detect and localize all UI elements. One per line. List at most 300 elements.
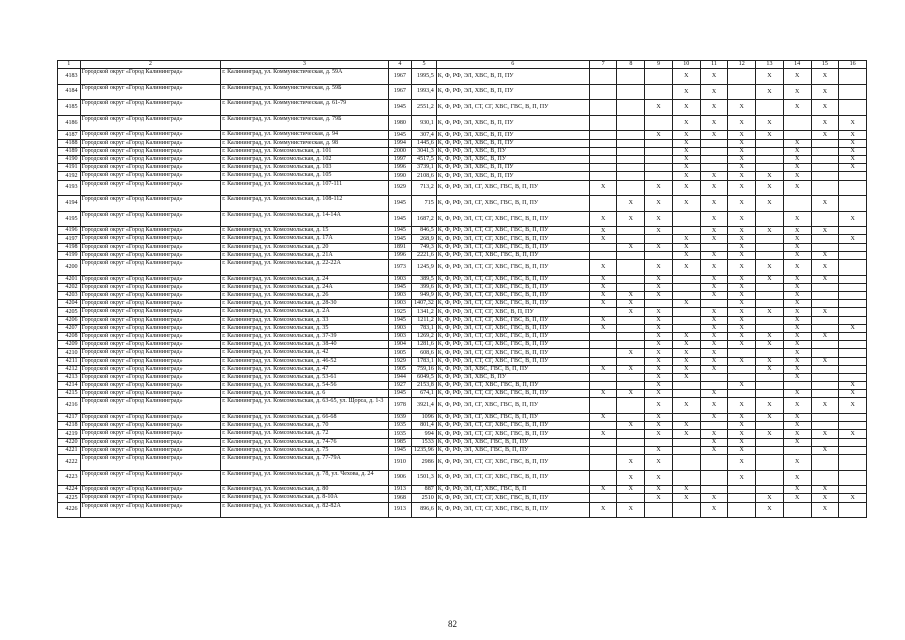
- mark-cell: X: [756, 430, 784, 438]
- mark-cell: [672, 470, 700, 486]
- mark-cell: X: [783, 227, 811, 235]
- services-cell: К, Ф, РФ, ЭЛ, СТ, СГ, ХВС, ГВС, В, П, ПУ: [436, 430, 589, 438]
- row-number: 4225: [58, 494, 81, 502]
- mark-cell: X: [589, 300, 617, 308]
- owner-cell: Городской округ «Город Калининград»: [80, 283, 221, 291]
- address-cell: г. Калининград, ул. Комсомольская, д. 15: [221, 227, 388, 235]
- owner-cell: Городской округ «Город Калининград»: [80, 164, 221, 172]
- mark-cell: [811, 454, 839, 470]
- mark-cell: [783, 131, 811, 139]
- year-cell: 1997: [388, 155, 412, 163]
- area-cell: 399,6: [412, 283, 437, 291]
- column-number: 10: [672, 61, 700, 69]
- address-cell: г. Калининград, ул. Комсомольская, д. 24А: [221, 283, 388, 291]
- table-row: [58, 155, 867, 163]
- mark-cell: X: [672, 235, 700, 243]
- mark-cell: X: [728, 227, 756, 235]
- mark-cell: [589, 196, 617, 212]
- address-cell: г. Калининград, ул. Комсомольская, д. 35: [221, 324, 388, 332]
- mark-cell: X: [645, 446, 673, 454]
- mark-cell: X: [700, 502, 728, 518]
- mark-cell: [811, 164, 839, 172]
- mark-cell: [645, 147, 673, 155]
- mark-cell: X: [783, 172, 811, 180]
- mark-cell: X: [728, 172, 756, 180]
- mark-cell: X: [645, 324, 673, 332]
- mark-cell: X: [783, 324, 811, 332]
- mark-cell: [756, 211, 784, 227]
- mark-cell: X: [811, 502, 839, 518]
- mark-cell: [811, 180, 839, 196]
- row-number: 4190: [58, 155, 81, 163]
- mark-cell: X: [645, 100, 673, 116]
- year-cell: 1903: [388, 332, 412, 340]
- year-cell: 1967: [388, 69, 412, 85]
- mark-cell: [756, 422, 784, 430]
- mark-cell: X: [645, 494, 673, 502]
- mark-cell: [617, 69, 645, 85]
- mark-cell: [672, 316, 700, 324]
- mark-cell: X: [728, 131, 756, 139]
- table-row: [58, 422, 867, 430]
- mark-cell: X: [728, 357, 756, 365]
- area-cell: 715: [412, 196, 437, 212]
- mark-cell: [589, 172, 617, 180]
- year-cell: 1945: [388, 316, 412, 324]
- mark-cell: X: [756, 308, 784, 316]
- mark-cell: [839, 422, 867, 430]
- address-cell: г. Калининград, ул. Коммунистическая, д. 61-79: [221, 100, 388, 116]
- mark-cell: X: [700, 283, 728, 291]
- mark-cell: [811, 438, 839, 446]
- mark-cell: X: [756, 131, 784, 139]
- owner-cell: Городской округ «Город Калининград»: [80, 275, 221, 283]
- year-cell: 1903: [388, 292, 412, 300]
- mark-cell: [617, 382, 645, 390]
- area-cell: 1211,2: [412, 316, 437, 324]
- mark-cell: [589, 139, 617, 147]
- area-cell: 949,9: [412, 292, 437, 300]
- mark-cell: X: [645, 382, 673, 390]
- mark-cell: [589, 446, 617, 454]
- mark-cell: [756, 100, 784, 116]
- mark-cell: X: [783, 438, 811, 446]
- mark-cell: [756, 446, 784, 454]
- mark-cell: [756, 324, 784, 332]
- mark-cell: X: [811, 308, 839, 316]
- mark-cell: X: [728, 164, 756, 172]
- mark-cell: X: [783, 100, 811, 116]
- mark-cell: [811, 172, 839, 180]
- row-number: 4188: [58, 139, 81, 147]
- mark-cell: X: [811, 251, 839, 259]
- mark-cell: X: [700, 390, 728, 398]
- mark-cell: [589, 438, 617, 446]
- mark-cell: [811, 243, 839, 251]
- services-cell: К, Ф, РФ, ЭЛ, СТ, ХВС, ГВС, В, П, ПУ: [436, 382, 589, 390]
- mark-cell: X: [783, 454, 811, 470]
- row-number: 4213: [58, 373, 81, 381]
- mark-cell: [783, 196, 811, 212]
- area-cell: 1245,9: [412, 260, 437, 276]
- services-cell: К, Ф, РФ, ЭЛ, СТ, СГ, ХВС, ГВС, В, П, ПУ: [436, 422, 589, 430]
- area-cell: 307,4: [412, 131, 437, 139]
- mark-cell: X: [589, 235, 617, 243]
- mark-cell: [617, 227, 645, 235]
- mark-cell: [645, 251, 673, 259]
- area-cell: 1501,3: [412, 470, 437, 486]
- registry-table: [57, 60, 867, 518]
- mark-cell: [756, 470, 784, 486]
- year-cell: 1945: [388, 100, 412, 116]
- year-cell: 1905: [388, 349, 412, 357]
- mark-cell: X: [645, 308, 673, 316]
- address-cell: г. Калининград, ул. Комсомольская, д. 103: [221, 164, 388, 172]
- address-cell: г. Калининград, ул. Комсомольская, д. 6: [221, 390, 388, 398]
- owner-cell: Городской округ «Город Калининград»: [80, 131, 221, 139]
- mark-cell: X: [811, 398, 839, 414]
- mark-cell: [728, 373, 756, 381]
- mark-cell: [589, 382, 617, 390]
- mark-cell: [672, 446, 700, 454]
- row-number: 4219: [58, 430, 81, 438]
- mark-cell: [756, 147, 784, 155]
- table-row: [58, 430, 867, 438]
- mark-cell: [756, 164, 784, 172]
- mark-cell: X: [756, 414, 784, 422]
- mark-cell: X: [728, 235, 756, 243]
- mark-cell: [672, 390, 700, 398]
- mark-cell: X: [728, 100, 756, 116]
- row-number: 4210: [58, 349, 81, 357]
- table-row: [58, 84, 867, 100]
- mark-cell: [839, 486, 867, 494]
- mark-cell: X: [589, 502, 617, 518]
- mark-cell: [839, 470, 867, 486]
- services-cell: К, Ф, РФ, ЭЛ, СТ, СГ, ХВС, ГВС, В, П, ПУ: [436, 235, 589, 243]
- mark-cell: [811, 139, 839, 147]
- mark-cell: X: [645, 398, 673, 414]
- mark-cell: X: [617, 243, 645, 251]
- owner-cell: Городской округ «Город Калининград»: [80, 446, 221, 454]
- area-cell: 3041,3: [412, 147, 437, 155]
- address-cell: г. Калининград, ул. Комсомольская, д. 72: [221, 430, 388, 438]
- mark-cell: X: [783, 470, 811, 486]
- mark-cell: X: [700, 365, 728, 373]
- mark-cell: [617, 430, 645, 438]
- mark-cell: [839, 196, 867, 212]
- row-number: 4184: [58, 84, 81, 100]
- mark-cell: X: [728, 139, 756, 147]
- owner-cell: Городской округ «Город Калининград»: [80, 390, 221, 398]
- year-cell: 1891: [388, 243, 412, 251]
- table-row: [58, 275, 867, 283]
- table-row: [58, 243, 867, 251]
- table-row: [58, 235, 867, 243]
- mark-cell: X: [672, 349, 700, 357]
- table-row: [58, 227, 867, 235]
- address-cell: г. Калининград, ул. Комсомольская, д. 108-112: [221, 196, 388, 212]
- mark-cell: [589, 454, 617, 470]
- mark-cell: X: [700, 211, 728, 227]
- mark-cell: [672, 414, 700, 422]
- mark-cell: X: [783, 349, 811, 357]
- mark-cell: [700, 373, 728, 381]
- owner-cell: Городской округ «Город Калининград»: [80, 243, 221, 251]
- table-row: [58, 115, 867, 131]
- mark-cell: [811, 324, 839, 332]
- area-cell: 2510: [412, 494, 437, 502]
- column-number: 1: [58, 61, 81, 69]
- address-cell: г. Калининград, ул. Комсомольская, д. 78, ул. Чехова, д. 24: [221, 470, 388, 486]
- mark-cell: [839, 308, 867, 316]
- table-row: [58, 382, 867, 390]
- area-cell: 2551,2: [412, 100, 437, 116]
- mark-cell: [756, 382, 784, 390]
- mark-cell: X: [700, 115, 728, 131]
- mark-cell: [589, 349, 617, 357]
- mark-cell: X: [645, 275, 673, 283]
- mark-cell: X: [728, 324, 756, 332]
- mark-cell: X: [783, 155, 811, 163]
- owner-cell: Городской округ «Город Калининград»: [80, 365, 221, 373]
- services-cell: К, Ф, РФ, ЭЛ, СТ, СГ, ХВС, ГВС, В, П, ПУ: [436, 227, 589, 235]
- mark-cell: [672, 502, 700, 518]
- owner-cell: Городской округ «Город Калининград»: [80, 300, 221, 308]
- mark-cell: X: [617, 390, 645, 398]
- table-row: [58, 196, 867, 212]
- owner-cell: Городской округ «Город Калининград»: [80, 438, 221, 446]
- row-number: 4218: [58, 422, 81, 430]
- mark-cell: [617, 235, 645, 243]
- services-cell: К, Ф, РФ, ЭЛ, СГ, ХВС, ГВС, В, П, ПУ: [436, 414, 589, 422]
- year-cell: 1935: [388, 422, 412, 430]
- mark-cell: X: [700, 275, 728, 283]
- mark-cell: [617, 180, 645, 196]
- row-number: 4224: [58, 486, 81, 494]
- mark-cell: X: [645, 341, 673, 349]
- year-cell: 1945: [388, 131, 412, 139]
- mark-cell: [839, 243, 867, 251]
- mark-cell: X: [700, 260, 728, 276]
- services-cell: К, Ф, РФ, ЭЛ, СТ, СГ, ХВС, ГВС, В, П, ПУ: [436, 283, 589, 291]
- address-cell: г. Калининград, ул. Комсомольская, д. 53-61: [221, 373, 388, 381]
- mark-cell: X: [783, 494, 811, 502]
- address-cell: г. Калининград, ул. Комсомольская, д. 2А: [221, 308, 388, 316]
- mark-cell: X: [672, 300, 700, 308]
- mark-cell: X: [728, 211, 756, 227]
- mark-cell: [672, 324, 700, 332]
- mark-cell: X: [811, 196, 839, 212]
- mark-cell: [589, 164, 617, 172]
- mark-cell: [589, 422, 617, 430]
- table-row: [58, 180, 867, 196]
- mark-cell: X: [672, 373, 700, 381]
- area-cell: 1281,6: [412, 341, 437, 349]
- mark-cell: [756, 438, 784, 446]
- mark-cell: X: [700, 172, 728, 180]
- mark-cell: X: [672, 398, 700, 414]
- mark-cell: X: [756, 341, 784, 349]
- mark-cell: X: [783, 180, 811, 196]
- mark-cell: X: [728, 115, 756, 131]
- mark-cell: X: [756, 227, 784, 235]
- row-number: 4217: [58, 414, 81, 422]
- area-cell: 1783,1: [412, 357, 437, 365]
- mark-cell: [756, 373, 784, 381]
- area-cell: 1533: [412, 438, 437, 446]
- owner-cell: Городской округ «Город Калининград»: [80, 316, 221, 324]
- owner-cell: Городской округ «Город Калининград»: [80, 227, 221, 235]
- services-cell: К, Ф, РФ, ЭЛ, СТ, СГ, ХВС, ГВС, В, П, ПУ: [436, 243, 589, 251]
- mark-cell: X: [645, 470, 673, 486]
- mark-cell: X: [783, 430, 811, 438]
- services-cell: К, Ф, РФ, ЭЛ, СТ, СГ, ХВС, ГВС, В, П, ПУ: [436, 390, 589, 398]
- year-cell: 1945: [388, 211, 412, 227]
- services-cell: К, Ф, РФ, ЭЛ, СТ, СГ, ХВС, В, П, ПУ: [436, 308, 589, 316]
- mark-cell: X: [645, 373, 673, 381]
- mark-cell: [783, 502, 811, 518]
- year-cell: 1927: [388, 382, 412, 390]
- mark-cell: [672, 438, 700, 446]
- year-cell: 1939: [388, 414, 412, 422]
- mark-cell: [589, 251, 617, 259]
- services-cell: К, Ф, РФ, ЭЛ, СТ, СГ, ХВС, ГВС, В, П, ПУ: [436, 324, 589, 332]
- mark-cell: [811, 470, 839, 486]
- mark-cell: [756, 316, 784, 324]
- mark-cell: X: [728, 292, 756, 300]
- row-number: 4201: [58, 275, 81, 283]
- table-row: [58, 292, 867, 300]
- row-number: 4215: [58, 390, 81, 398]
- area-cell: 6049,5: [412, 373, 437, 381]
- area-cell: 1687,2: [412, 211, 437, 227]
- row-number: 4222: [58, 454, 81, 470]
- table-row: [58, 341, 867, 349]
- year-cell: 1968: [388, 494, 412, 502]
- mark-cell: [839, 251, 867, 259]
- mark-cell: X: [728, 283, 756, 291]
- mark-cell: X: [783, 260, 811, 276]
- mark-cell: X: [672, 494, 700, 502]
- mark-cell: X: [700, 430, 728, 438]
- year-cell: 1903: [388, 324, 412, 332]
- mark-cell: X: [672, 341, 700, 349]
- mark-cell: X: [783, 292, 811, 300]
- mark-cell: [839, 227, 867, 235]
- mark-cell: X: [728, 300, 756, 308]
- mark-cell: X: [783, 316, 811, 324]
- year-cell: 1944: [388, 373, 412, 381]
- address-cell: г. Калининград, ул. Комсомольская, д. 75: [221, 446, 388, 454]
- mark-cell: X: [645, 414, 673, 422]
- mark-cell: [839, 357, 867, 365]
- services-cell: К, Ф, РФ, ЭЛ, ХВС, В, П, ПУ: [436, 172, 589, 180]
- owner-cell: Городской округ «Город Калининград»: [80, 211, 221, 227]
- year-cell: 1945: [388, 227, 412, 235]
- owner-cell: Городской округ «Город Калининград»: [80, 235, 221, 243]
- row-number: 4185: [58, 100, 81, 116]
- address-cell: г. Калининград, ул. Коммунистическая, д. 98: [221, 139, 388, 147]
- mark-cell: X: [672, 147, 700, 155]
- mark-cell: [728, 69, 756, 85]
- mark-cell: [672, 227, 700, 235]
- mark-cell: [589, 332, 617, 340]
- mark-cell: [756, 390, 784, 398]
- mark-cell: X: [728, 155, 756, 163]
- services-cell: К, Ф, РФ, ЭЛ, СГ, ХВС, ГВС, В, П, ПУ: [436, 398, 589, 414]
- owner-cell: Городской округ «Город Калининград»: [80, 470, 221, 486]
- owner-cell: Городской округ «Город Калининград»: [80, 180, 221, 196]
- mark-cell: X: [728, 398, 756, 414]
- table-row: [58, 147, 867, 155]
- mark-cell: [645, 164, 673, 172]
- mark-cell: [839, 332, 867, 340]
- mark-cell: X: [783, 147, 811, 155]
- mark-cell: X: [589, 316, 617, 324]
- services-cell: К, Ф, РФ, ЭЛ, СТ, СГ, ХВС, ГВС, В, П, ПУ: [436, 260, 589, 276]
- mark-cell: X: [811, 84, 839, 100]
- mark-cell: [811, 349, 839, 357]
- row-number: 4202: [58, 283, 81, 291]
- mark-cell: X: [700, 349, 728, 357]
- mark-cell: X: [839, 211, 867, 227]
- owner-cell: Городской округ «Город Калининград»: [80, 486, 221, 494]
- mark-cell: X: [672, 84, 700, 100]
- mark-cell: [672, 454, 700, 470]
- year-cell: 1980: [388, 115, 412, 131]
- mark-cell: [700, 300, 728, 308]
- services-cell: К, Ф, РФ, ЭЛ, ХВС, В, П, ПУ: [436, 139, 589, 147]
- mark-cell: X: [617, 422, 645, 430]
- year-cell: 1945: [388, 446, 412, 454]
- mark-cell: X: [700, 196, 728, 212]
- mark-cell: X: [617, 365, 645, 373]
- mark-cell: X: [645, 332, 673, 340]
- mark-cell: X: [839, 390, 867, 398]
- mark-cell: X: [783, 341, 811, 349]
- mark-cell: X: [839, 164, 867, 172]
- mark-cell: [645, 84, 673, 100]
- mark-cell: [700, 422, 728, 430]
- services-cell: К, Ф, РФ, ЭЛ, СТ, СГ, ХВС, ГВС, В, П, ПУ: [436, 454, 589, 470]
- page-number: 82: [448, 619, 457, 629]
- table-row: [58, 470, 867, 486]
- mark-cell: X: [589, 365, 617, 373]
- mark-cell: [617, 100, 645, 116]
- mark-cell: X: [589, 390, 617, 398]
- year-cell: 1945: [388, 390, 412, 398]
- address-cell: г. Калининград, ул. Коммунистическая, д. 79Б: [221, 115, 388, 131]
- owner-cell: Городской округ «Город Калининград»: [80, 422, 221, 430]
- mark-cell: [700, 382, 728, 390]
- mark-cell: [839, 414, 867, 422]
- mark-cell: X: [783, 251, 811, 259]
- mark-cell: [811, 365, 839, 373]
- mark-cell: X: [700, 341, 728, 349]
- mark-cell: [839, 373, 867, 381]
- mark-cell: X: [728, 446, 756, 454]
- mark-cell: X: [811, 115, 839, 131]
- row-number: 4204: [58, 300, 81, 308]
- address-cell: г. Калининград, ул. Комсомольская, д. 33: [221, 316, 388, 324]
- address-cell: г. Калининград, ул. Комсомольская, д. 24: [221, 275, 388, 283]
- mark-cell: X: [728, 382, 756, 390]
- mark-cell: X: [839, 398, 867, 414]
- row-number: 4187: [58, 131, 81, 139]
- year-cell: 1985: [388, 438, 412, 446]
- mark-cell: X: [645, 357, 673, 365]
